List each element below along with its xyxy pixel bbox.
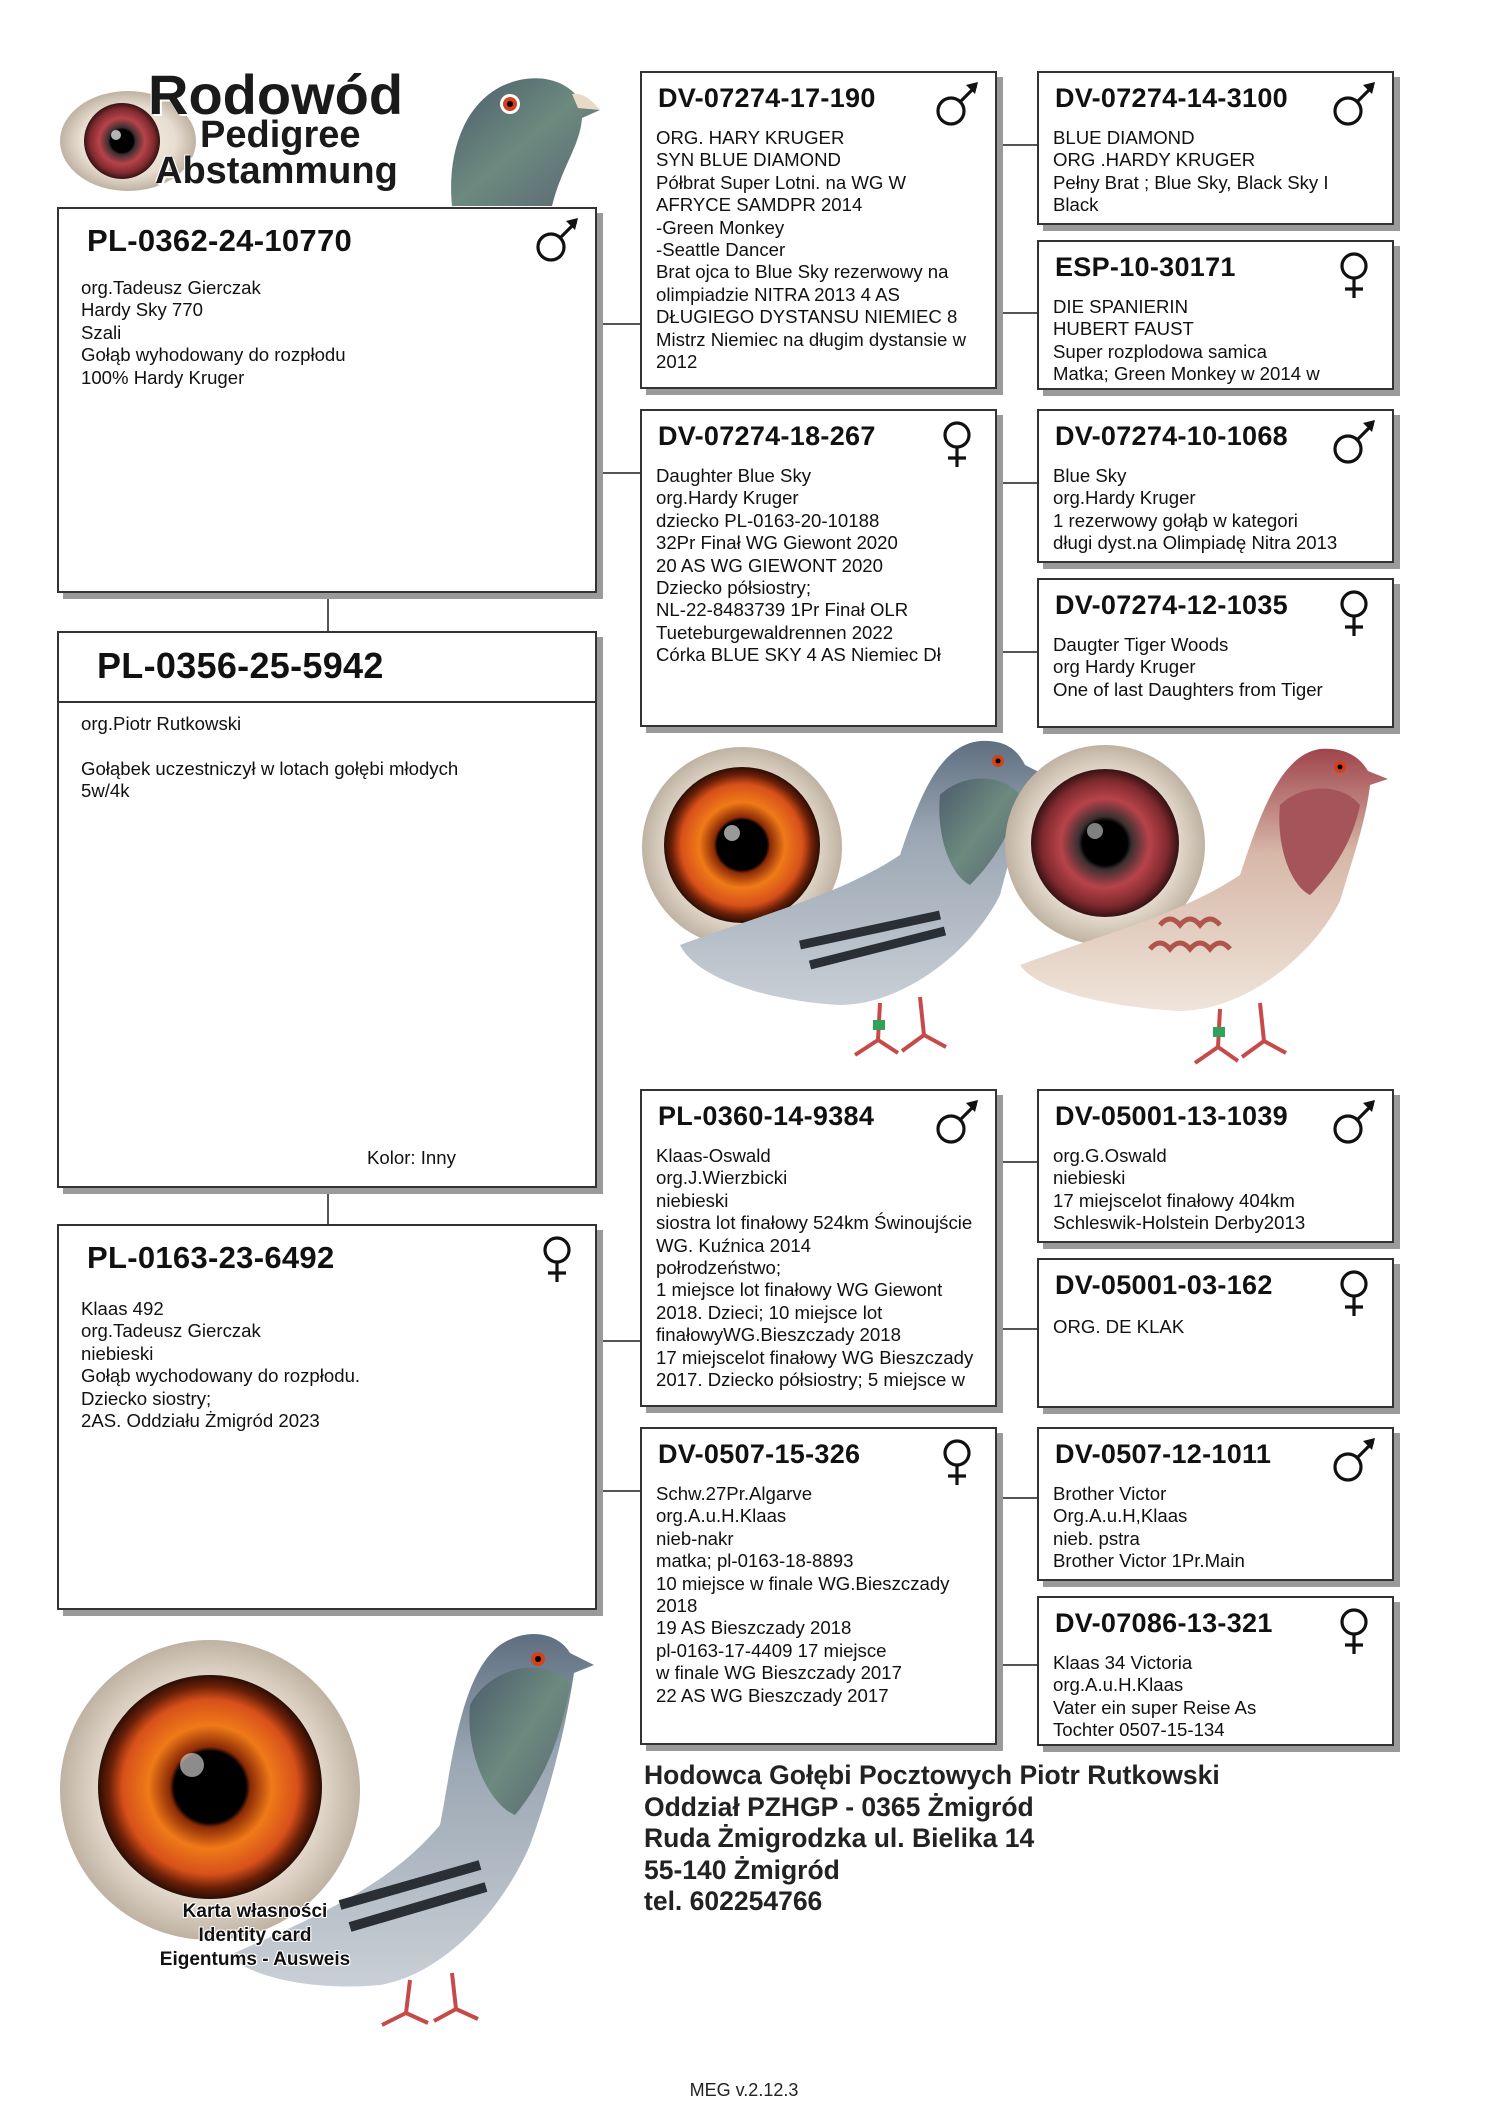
sire-sire-ring-number: DV-07274-17-190 [658,83,876,113]
line-sd-sdd [993,651,1039,653]
ds-dam-card [1037,1258,1394,1408]
ds-dam-ring-number: DV-05001-03-162 [1055,1270,1273,1300]
subject-color: Kolor: Inny [367,1147,456,1168]
dam-card [57,1224,597,1610]
ss-sire-ring-number: DV-07274-14-3100 [1055,83,1288,113]
ds-dam-info: ORG. DE KLAK [1053,1316,1185,1337]
male-icon [529,213,585,269]
line-ds-dsd [993,1328,1039,1330]
line-dd-ddd [993,1664,1039,1666]
dd-sire-card [1037,1427,1394,1581]
dam-sire-info: Klaas-Oswald org.J.Wierzbicki niebieski siostra lot finałowy 524km Świnoujście WG. Kuźnica 2014 połrodzeństwo; 1 miejsce lot finałowy WG Giewont 2018. Dzieci; 10 miejsce lot finałowyWG.Bieszczady 2018 17 miejscelot finałowy WG Bieszczady 2017. Dziecko półsiostry; 5 miejsce w [656,1145,974,1391]
dam-ring-number: PL-0163-23-6492 [87,1240,335,1275]
pigeon-photos [640,735,1400,1085]
line-ss-ssd [993,312,1039,314]
sire-sire-card [640,71,997,389]
dam-sire-ring-number: PL-0360-14-9384 [658,1101,875,1131]
male-icon [929,1095,985,1151]
ss-sire-card [1037,71,1394,225]
sire-card [57,207,597,593]
line-sd-sds [993,482,1039,484]
ds-sire-card [1037,1089,1394,1243]
female-icon [929,415,985,471]
ss-dam-card [1037,240,1394,390]
subject-card [57,631,597,1188]
dam-dam-info: Schw.27Pr.Algarve org.A.u.H.Klaas nieb-nakr matka; pl-0163-18-8893 10 miejsce w finale WG.Bieszczady 2018 19 AS Bieszczady 2018 pl-0163-17-4409 17 miejsce w finale WG Bieszczady 2017 22 AS WG Bieszczady 2017 [656,1483,950,1706]
male-icon [1326,1433,1382,1489]
sire-sire-info: ORG. HARY KRUGER SYN BLUE DIAMOND Półbrat Super Lotni. na WG W AFRYCE SAMDPR 2014 -Green Monkey -Seattle Dancer Brat ojca to Blue Sky rezerwowy na olimpiadzie NITRA 2013 4 AS DŁUGIEGO DYSTANSU NIEMIEC 8 Mistrz Niemiec na długim dystansie w 2012 [656,127,966,373]
sire-ring-number: PL-0362-24-10770 [87,223,353,258]
dam-sire-card [640,1089,997,1407]
female-icon [1326,1602,1382,1658]
version-footer: MEG v.2.12.3 [689,2080,799,2100]
male-icon [1326,1095,1382,1151]
sire-info: org.Tadeusz Gierczak Hardy Sky 770 Szali Gołąb wyhodowany do rozpłodu 100% Hardy Kruger [81,277,346,388]
male-icon [1326,415,1382,471]
dd-dam-info: Klaas 34 Victoria org.A.u.H.Klaas Vater ein super Reise As Tochter 0507-15-134 [1053,1652,1257,1741]
line-ds-dss [993,1161,1039,1163]
line-sire-ss [597,323,643,325]
title-german: Abstammung [155,150,398,192]
title-english: Pedigree [200,114,361,156]
sire-dam-card [640,409,997,727]
line-sire-subject [327,593,329,633]
ds-sire-ring-number: DV-05001-13-1039 [1055,1101,1288,1131]
line-sire-sd [597,472,643,474]
ds-sire-info: org.G.Oswald niebieski 17 miejscelot finałowy 404km Schleswik-Holstein Derby2013 [1053,1145,1306,1234]
dd-sire-ring-number: DV-0507-12-1011 [1055,1439,1272,1469]
header-pigeon-head-image [432,66,602,206]
female-icon [1326,246,1382,302]
blue-pigeon-image [642,741,1045,1055]
female-icon [1326,1264,1382,1320]
line-subject-dam [327,1186,329,1224]
dam-dam-ring-number: DV-0507-15-326 [658,1439,861,1469]
dam-info: Klaas 492 org.Tadeusz Gierczak niebieski Gołąb wychodowany do rozpłodu. Dziecko siostry; 2AS. Oddziału Żmigród 2023 [81,1298,361,1432]
breeder-address: Hodowca Gołębi Pocztowych Piotr Rutkowski Oddział PZHGP - 0365 Żmigród Ruda Żmigrodzka ul. Bielika 14 55-140 Żmigród tel. 602254766 [644,1760,1220,1916]
title-polish: Rodowód [148,63,404,126]
dd-dam-ring-number: DV-07086-13-321 [1055,1608,1273,1638]
male-icon [929,77,985,133]
sd-dam-ring-number: DV-07274-12-1035 [1055,590,1288,620]
dam-dam-card [640,1427,997,1745]
dd-sire-info: Brother Victor Org.A.u.H,Klaas nieb. pstra Brother Victor 1Pr.Main [1053,1483,1245,1572]
female-icon [529,1230,585,1286]
line-dam-ds [597,1340,643,1342]
line-dd-dds [993,1497,1039,1499]
subject-divider [59,701,595,703]
sire-dam-info: Daughter Blue Sky org.Hardy Kruger dziecko PL-0163-20-10188 32Pr Finał WG Giewont 2020 20 AS WG GIEWONT 2020 Dziecko półsiostry; NL-22-8483739 1Pr Finał OLR Tueteburgewaldrennen 2022 Córka BLUE SKY 4 AS Niemiec Dł [656,465,941,666]
subject-info: org.Piotr Rutkowski Gołąbek uczestniczył w lotach gołębi młodych 5w/4k [81,713,459,802]
subject-ring-number: PL-0356-25-5942 [97,645,384,686]
sd-sire-ring-number: DV-07274-10-1068 [1055,421,1288,451]
male-icon [1326,77,1382,133]
sd-dam-info: Daugter Tiger Woods org Hardy Kruger One of last Daughters from Tiger [1053,634,1323,700]
sd-sire-card [1037,409,1394,563]
sire-dam-ring-number: DV-07274-18-267 [658,421,876,451]
line-dam-dd [597,1490,643,1492]
ss-dam-info: DIE SPANIERIN HUBERT FAUST Super rozplodowa samica Matka; Green Monkey w 2014 w [1053,296,1320,385]
identity-card-caption: Karta własności Identity card Eigentums - Ausweis [159,1901,351,1970]
line-ss-sss [993,144,1039,146]
female-icon [1326,584,1382,640]
ss-dam-ring-number: ESP-10-30171 [1055,252,1236,282]
dd-dam-card [1037,1596,1394,1746]
sd-dam-card [1037,578,1394,728]
female-icon [929,1433,985,1489]
red-pigeon-image [1005,745,1388,1063]
sd-sire-info: Blue Sky org.Hardy Kruger 1 rezerwowy gołąb w kategori długi dyst.na Olimpiadę Nitra 2013 [1053,465,1338,554]
ss-sire-info: BLUE DIAMOND ORG .HARDY KRUGER Pełny Brat ; Blue Sky, Black Sky I Black [1053,127,1329,216]
